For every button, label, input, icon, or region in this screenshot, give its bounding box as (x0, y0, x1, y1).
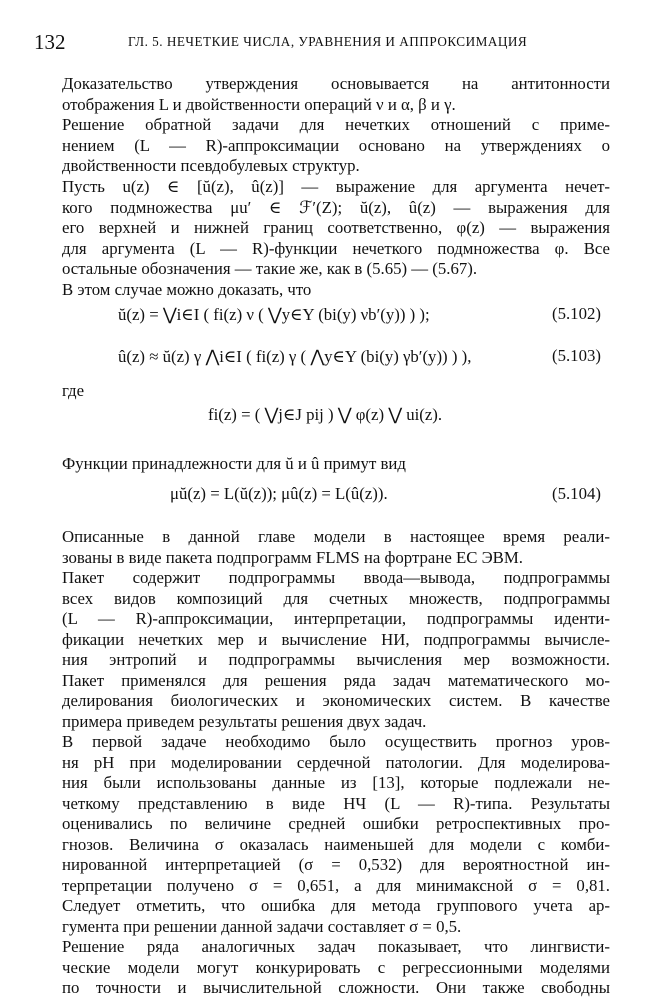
text-line: четкому представлению в виде НЧ (L — R)-типа. Результаты (62, 793, 610, 813)
page-header (34, 30, 614, 54)
text-line: оценивались по величине средней ошибки ретроспективных про- (62, 814, 610, 833)
text-line: делирования биологических и экономических систем. В качестве (62, 691, 610, 710)
text-line: нением (L — R)-аппроксимации основано на утверждениях о (62, 135, 610, 155)
text-line: по точности и вычислительной сложности. Они также свободны (62, 978, 610, 997)
text-line: гумента при решении данной задачи составляет σ = 0,5. (62, 916, 462, 936)
text-line: Описанные в данной главе модели в настоящее время реали- (62, 527, 610, 546)
paragraph-models (62, 527, 610, 568)
text-line: ния энтропий и подпрограммы вычисления мер возможности. (62, 650, 610, 669)
paragraph-inverse (62, 115, 610, 177)
paragraph-package (62, 568, 610, 732)
text-line: Следует отметить, что ошибка для метода группового учета ар- (62, 896, 610, 915)
text-line: (L — R)-аппроксимации, интерпретации, подпрограммы иденти- (62, 609, 610, 628)
text-line: остальные обозначения — такие же, как в (5.65) — (5.67). (62, 259, 478, 278)
page-number: 132 (34, 30, 66, 54)
text-line: нированной интерпретацией (σ = 0,532) для вероятностной ин- (62, 855, 610, 874)
text-line: Решение ряда аналогичных задач показывает, что лингвисти- (62, 937, 610, 956)
text-line: для аргумента (L — R)-функции нечеткого подмножества φ. Все (62, 238, 610, 258)
text-line: ческие модели могут конкурировать с регрессионными моделями (62, 957, 610, 977)
text-line: кого подмножества μu′ ∈ ℱ′(Z); ŭ(z), û(z) — выражения для (62, 197, 610, 217)
text-line: В первой задаче необходимо было осуществить прогноз уров- (62, 732, 610, 751)
equation-5-103: û(z) ≈ ŭ(z) γ ⋀i∈I ( fi(z) γ ( ⋀y∈Y (bi(y) γb′(y)) ) ), (118, 347, 472, 366)
equation-number: (5.104) (552, 484, 601, 503)
text-line: зованы в виде пакета подпрограмм FLMS на фортране ЕС ЭВМ. (62, 547, 523, 567)
text-line: отображения L и двойственности операций ν и α, β и γ. (62, 94, 456, 114)
text-line: всех видов композиций для счетных множеств, подпрограммы (62, 588, 610, 608)
text-line: Пакет содержит подпрограммы ввода—вывода, подпрограммы (62, 568, 610, 587)
equation-fi: fi(z) = ( ⋁j∈J pij ) ⋁ φ(z) ⋁ ui(z). (208, 405, 443, 424)
text-line: Доказательство утверждения основывается на антитонности (62, 74, 610, 93)
running-title: ГЛ. 5. НЕЧЕТКИЕ ЧИСЛА, УРАВНЕНИЯ И АППРОКСИМАЦИЯ (128, 34, 528, 49)
equation-5-104: μŭ(z) = L(ŭ(z)); μû(z) = L(û(z)). (170, 484, 388, 503)
paragraph-first-task (62, 732, 610, 937)
where-word: где (62, 381, 85, 400)
text-line: В этом случае можно доказать, что (62, 280, 312, 299)
paragraph-conclusion (62, 937, 610, 999)
paragraph-let (62, 177, 610, 280)
equation-5-102: ŭ(z) = ⋁i∈I ( fi(z) ν ( ⋁y∈Y (bi(y) νb′(y)) ) ); (118, 305, 430, 324)
text-line: Функции принадлежности для ŭ и û примут вид (62, 454, 406, 473)
text-line: Пакет применялся для решения ряда задач математического мо- (62, 670, 610, 690)
paragraph-functions (62, 454, 610, 475)
text-line: двойственности псевдобулевых структур. (62, 156, 360, 175)
equation-number: (5.103) (552, 346, 601, 365)
text-line: Пусть u(z) ∈ [ŭ(z), û(z)] — выражение для аргумента нечет- (62, 177, 610, 196)
equation-number: (5.102) (552, 304, 601, 323)
text-line: ня pH при моделировании сердечной патологии. Для моделирова- (62, 752, 610, 772)
text-line: ния были использованы данные из [13], которые подлежали не- (62, 773, 610, 792)
paragraph-prove (62, 280, 610, 301)
text-line: фикации нечетких мер и вычисление НИ, подпрограммы вычисле- (62, 629, 610, 649)
text-line: его верхней и нижней границ соответственно, φ(z) — выражения (62, 218, 610, 237)
text-line: терпретации получено σ = 0,651, а для минимаксной σ = 0,81. (62, 875, 610, 895)
text-line: Решение обратной задачи для нечетких отношений с приме- (62, 115, 610, 134)
paragraph-proof (62, 74, 610, 115)
text-line: примера приведем результаты решения двух задач. (62, 711, 427, 731)
text-line: гнозов. Величина σ оказалась наименьшей для модели с комби- (62, 834, 610, 854)
